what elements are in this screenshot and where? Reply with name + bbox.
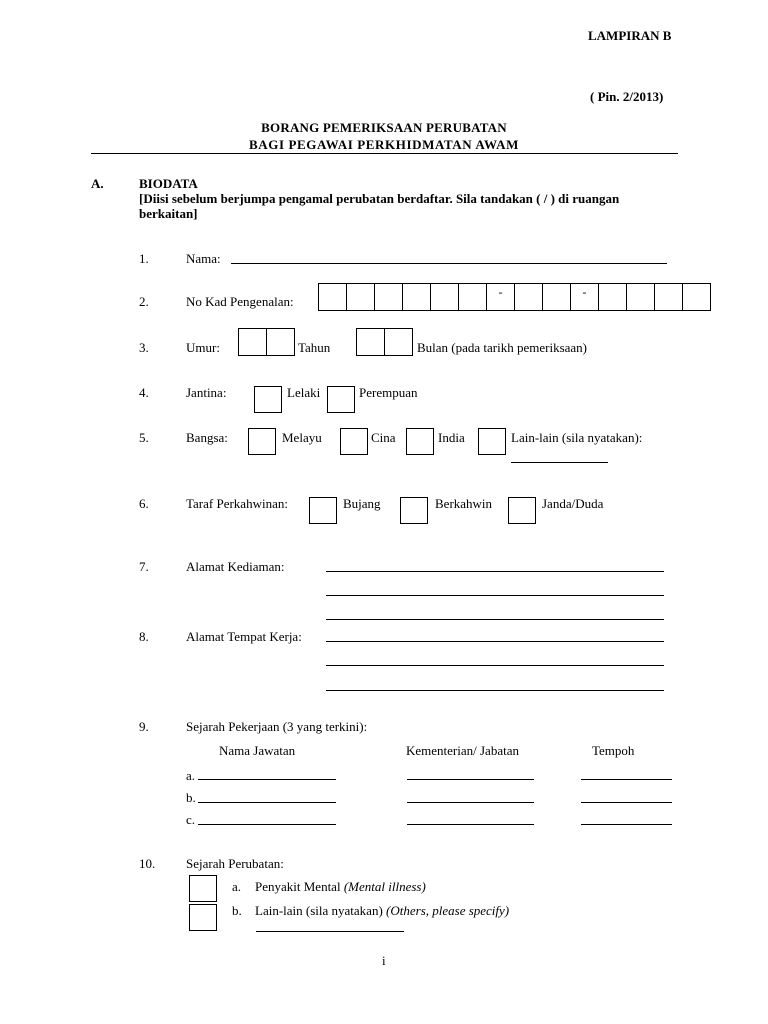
ic-digit-box[interactable]	[375, 284, 403, 310]
ic-digit-box[interactable]	[319, 284, 347, 310]
q1-number: 1.	[139, 251, 149, 266]
form-title-line2: BAGI PEGAWAI PERKHIDMATAN AWAM	[249, 137, 519, 152]
q8-label: Alamat Tempat Kerja:	[186, 629, 302, 644]
job-ministry-line[interactable]	[407, 802, 534, 803]
section-letter: A.	[91, 176, 104, 191]
q7-number: 7.	[139, 559, 149, 574]
item-b-letter: b.	[232, 903, 242, 918]
perempuan-label: Perempuan	[359, 385, 418, 400]
lelaki-label: Lelaki	[287, 385, 321, 400]
alamat-kediaman-line[interactable]	[326, 571, 664, 572]
job-title-line[interactable]	[198, 779, 336, 780]
item-a-text	[255, 879, 426, 895]
melayu-checkbox[interactable]	[248, 428, 276, 455]
pin-reference: ( Pin. 2/2013)	[590, 89, 664, 104]
ic-digit-box[interactable]	[515, 284, 543, 310]
nama-input-line[interactable]	[231, 263, 667, 264]
ic-digit-box[interactable]	[431, 284, 459, 310]
ic-digit-box[interactable]	[599, 284, 627, 310]
q1-label: Nama:	[186, 251, 221, 266]
ic-number-boxes[interactable]	[318, 283, 711, 311]
ic-digit-box[interactable]	[347, 284, 375, 310]
age-month-digit-box[interactable]	[357, 329, 385, 355]
perempuan-checkbox[interactable]	[327, 386, 355, 413]
age-year-digit-box[interactable]	[239, 329, 267, 355]
mental-illness-label: Penyakit Mental	[255, 879, 341, 894]
bujang-checkbox[interactable]	[309, 497, 337, 524]
ic-digit-box[interactable]	[403, 284, 431, 310]
job-ministry-line[interactable]	[407, 779, 534, 780]
age-month-digit-box[interactable]	[385, 329, 413, 355]
q2-label: No Kad Pengenalan:	[186, 294, 294, 309]
job-duration-line[interactable]	[581, 802, 672, 803]
bujang-label: Bujang	[343, 496, 381, 511]
q8-number: 8.	[139, 629, 149, 644]
q10-number: 10.	[139, 856, 156, 871]
others-input-line[interactable]	[256, 931, 404, 932]
job-title-line[interactable]	[198, 824, 336, 825]
alamat-kerja-line[interactable]	[326, 690, 664, 691]
job-title-line[interactable]	[198, 802, 336, 803]
section-heading: BIODATA	[139, 176, 198, 191]
janda-duda-label: Janda/Duda	[542, 496, 604, 511]
q6-label: Taraf Perkahwinan:	[186, 496, 288, 511]
berkahwin-label: Berkahwin	[435, 496, 493, 511]
page-number: i	[382, 953, 386, 968]
others-checkbox[interactable]	[189, 904, 217, 931]
age-year-digit-box[interactable]	[267, 329, 295, 355]
alamat-kediaman-line[interactable]	[326, 595, 664, 596]
alamat-kediaman-line[interactable]	[326, 619, 664, 620]
item-b-text	[255, 903, 509, 919]
q9-number: 9.	[139, 719, 149, 734]
ic-separator: -	[571, 284, 599, 310]
cina-label: Cina	[371, 430, 396, 445]
janda-duda-checkbox[interactable]	[508, 497, 536, 524]
melayu-label: Melayu	[282, 430, 322, 445]
job-duration-line[interactable]	[581, 824, 672, 825]
q4-label: Jantina:	[186, 385, 227, 400]
india-label: India	[438, 430, 465, 445]
ic-digit-box[interactable]	[627, 284, 655, 310]
q6-number: 6.	[139, 496, 149, 511]
ic-digit-box[interactable]	[543, 284, 571, 310]
job-duration-line[interactable]	[581, 779, 672, 780]
q4-number: 4.	[139, 385, 149, 400]
q3-number: 3.	[139, 340, 149, 355]
ic-digit-box[interactable]	[459, 284, 487, 310]
india-checkbox[interactable]	[406, 428, 434, 455]
alamat-kerja-line[interactable]	[326, 665, 664, 666]
others-english: (Others, please specify)	[386, 903, 510, 918]
q3-label: Umur:	[186, 340, 220, 355]
job-row-letter: b.	[186, 790, 196, 805]
ic-separator: -	[487, 284, 515, 310]
lain-lain-label: Lain-lain (sila nyatakan):	[511, 430, 643, 445]
age-months-boxes[interactable]	[356, 328, 413, 356]
bulan-label: Bulan (pada tarikh pemeriksaan)	[417, 340, 588, 355]
tahun-label: Tahun	[298, 340, 331, 355]
q7-label: Alamat Kediaman:	[186, 559, 285, 574]
mental-illness-checkbox[interactable]	[189, 875, 217, 902]
col-kementerian: Kementerian/ Jabatan	[406, 743, 519, 758]
berkahwin-checkbox[interactable]	[400, 497, 428, 524]
lelaki-checkbox[interactable]	[254, 386, 282, 413]
section-instruction-line2: berkaitan]	[139, 206, 198, 221]
lain-lain-checkbox[interactable]	[478, 428, 506, 455]
job-row-letter: c.	[186, 812, 196, 827]
lampiran-label: LAMPIRAN B	[588, 28, 672, 43]
q9-label: Sejarah Pekerjaan (3 yang terkini):	[186, 719, 368, 734]
lain-lain-input-line[interactable]	[511, 462, 608, 463]
col-tempoh: Tempoh	[592, 743, 635, 758]
alamat-kerja-line[interactable]	[326, 641, 664, 642]
job-ministry-line[interactable]	[407, 824, 534, 825]
ic-digit-box[interactable]	[683, 284, 711, 310]
others-label: Lain-lain (sila nyatakan)	[255, 903, 383, 918]
item-a-letter: a.	[232, 879, 242, 894]
form-title-line1: BORANG PEMERIKSAAN PERUBATAN	[261, 120, 507, 135]
q10-label: Sejarah Perubatan:	[186, 856, 284, 871]
q5-label: Bangsa:	[186, 430, 228, 445]
q5-number: 5.	[139, 430, 149, 445]
job-row-letter: a.	[186, 768, 196, 783]
col-nama-jawatan: Nama Jawatan	[219, 743, 296, 758]
q2-number: 2.	[139, 294, 149, 309]
section-instruction-line1: [Diisi sebelum berjumpa pengamal perubatan berdaftar. Sila tandakan ( / ) di ruangan	[139, 191, 620, 206]
title-divider	[91, 153, 678, 154]
ic-digit-box[interactable]	[655, 284, 683, 310]
mental-illness-english: (Mental illness)	[343, 879, 426, 894]
age-years-boxes[interactable]	[238, 328, 295, 356]
cina-checkbox[interactable]	[340, 428, 368, 455]
